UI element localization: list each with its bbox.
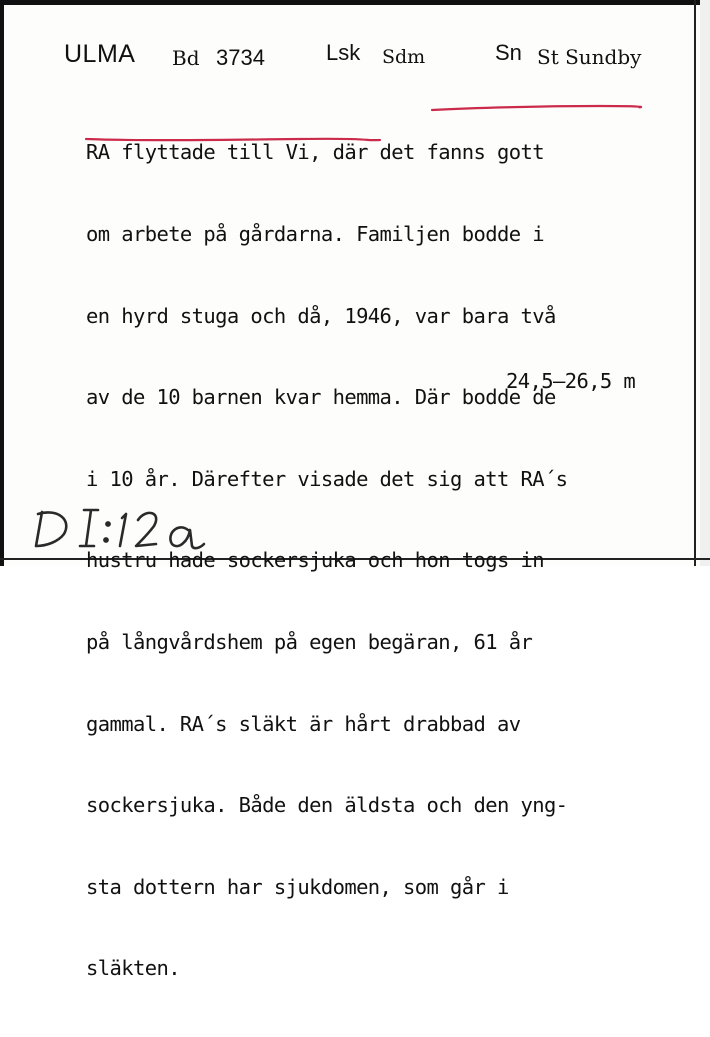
underline-stroke-2 [86, 139, 380, 140]
volume-label: Bd [172, 46, 200, 70]
measurement-value: 24,5–26,5 m [506, 369, 636, 393]
parish-label: Sn [495, 40, 522, 65]
body-line: hustru hade sockersjuka och hon togs in [86, 548, 544, 573]
body-line: gammal. RA´s släkt är hårt drabbad av [86, 711, 521, 736]
body-line: i 10 år. Därefter visade det sig att RA´s [86, 466, 568, 491]
body-line: en hyrd stuga och då, 1946, var bara två [86, 303, 556, 328]
county-value: Sdm [382, 46, 426, 68]
underline-stroke-1 [432, 106, 641, 110]
body-line: på långvårdshem på egen begäran, 61 år [86, 629, 533, 654]
parish-value: St Sundby [537, 45, 642, 69]
archive-name: ULMA [64, 40, 136, 68]
body-line: sockersjuka. Både den äldsta och den yng- [86, 793, 568, 818]
body-line: sta dottern har sjukdomen, som går i [86, 874, 509, 899]
body-line: om arbete på gårdarna. Familjen bodde i [86, 222, 544, 246]
body-line: av de 10 barnen kvar hemma. Där bodde de [86, 385, 556, 410]
volume-number: 3734 [216, 45, 265, 70]
body-line: RA flyttade till Vi, där det fanns gott [86, 140, 544, 165]
body-line: släkten. [86, 956, 180, 981]
handwritten-code [28, 500, 238, 560]
county-label: Lsk [326, 40, 361, 65]
